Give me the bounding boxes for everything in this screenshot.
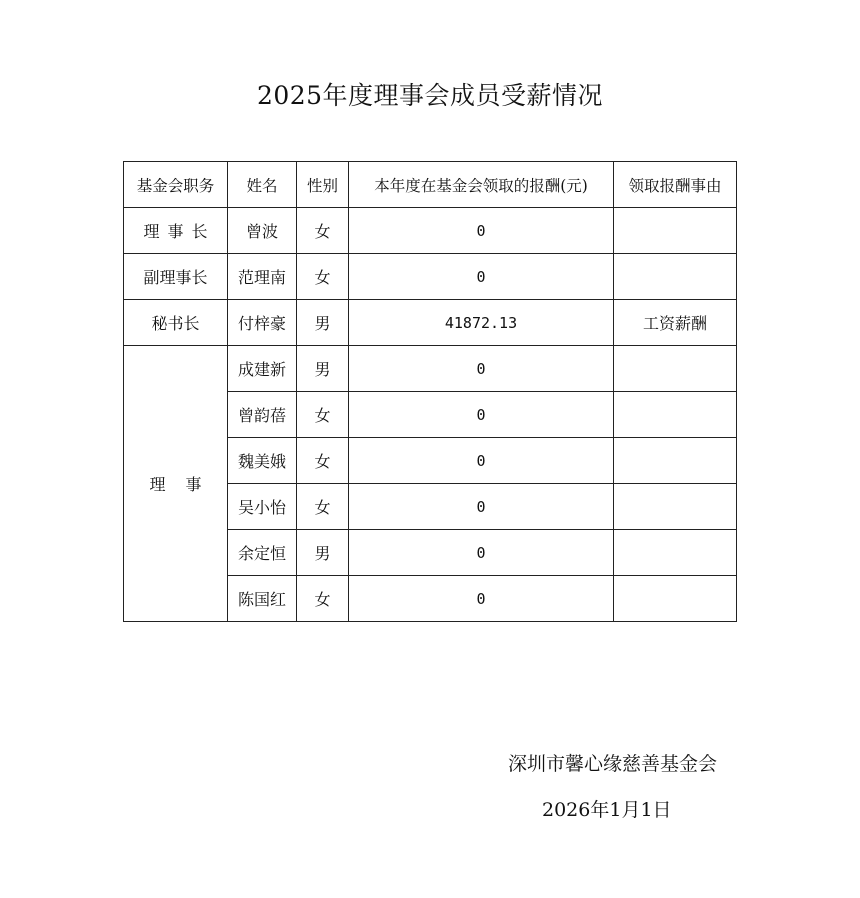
cell-reason	[614, 346, 737, 392]
header-position: 基金会职务	[124, 162, 228, 208]
cell-pay: 0	[349, 346, 614, 392]
document-title: 2025年度理事会成员受薪情况	[256, 81, 604, 110]
cell-gender: 女	[297, 254, 349, 300]
cell-gender: 女	[297, 576, 349, 622]
cell-pay: 0	[349, 530, 614, 576]
cell-name: 曾波	[228, 208, 297, 254]
cell-reason	[614, 530, 737, 576]
cell-gender: 男	[297, 300, 349, 346]
cell-reason	[614, 484, 737, 530]
cell-gender: 女	[297, 438, 349, 484]
cell-position: 秘书长	[124, 300, 228, 346]
cell-pay: 41872.13	[349, 300, 614, 346]
header-pay: 本年度在基金会领取的报酬(元)	[349, 162, 614, 208]
cell-pay: 0	[349, 484, 614, 530]
cell-pay: 0	[349, 208, 614, 254]
cell-reason	[614, 576, 737, 622]
cell-name: 付梓豪	[228, 300, 297, 346]
table-header-row	[124, 162, 737, 208]
header-reason: 领取报酬事由	[614, 162, 737, 208]
cell-pay: 0	[349, 438, 614, 484]
cell-reason	[614, 254, 737, 300]
cell-gender: 男	[297, 530, 349, 576]
cell-name: 余定恒	[228, 530, 297, 576]
table-row	[124, 300, 737, 346]
cell-name: 范理南	[228, 254, 297, 300]
cell-name: 陈国红	[228, 576, 297, 622]
cell-name: 曾韵蓓	[228, 392, 297, 438]
table-row	[124, 208, 737, 254]
cell-gender: 男	[297, 346, 349, 392]
cell-position-directors: 理事	[124, 346, 228, 622]
cell-reason: 工资薪酬	[614, 300, 737, 346]
cell-gender: 女	[297, 208, 349, 254]
cell-gender: 女	[297, 392, 349, 438]
cell-gender: 女	[297, 484, 349, 530]
cell-pay: 0	[349, 254, 614, 300]
cell-pay: 0	[349, 392, 614, 438]
organization-signature: 深圳市馨心缘慈善基金会	[508, 753, 718, 775]
cell-reason	[614, 392, 737, 438]
cell-name: 吴小怡	[228, 484, 297, 530]
cell-pay: 0	[349, 576, 614, 622]
document-date: 2026年1月1日	[542, 799, 672, 821]
header-name: 姓名	[228, 162, 297, 208]
cell-reason	[614, 438, 737, 484]
cell-position: 副理事长	[124, 254, 228, 300]
header-gender: 性别	[297, 162, 349, 208]
cell-position: 理事长	[124, 208, 228, 254]
cell-name: 魏美娥	[228, 438, 297, 484]
table-row	[124, 254, 737, 300]
salary-table	[123, 161, 737, 622]
table-row	[124, 346, 737, 392]
cell-reason	[614, 208, 737, 254]
cell-name: 成建新	[228, 346, 297, 392]
